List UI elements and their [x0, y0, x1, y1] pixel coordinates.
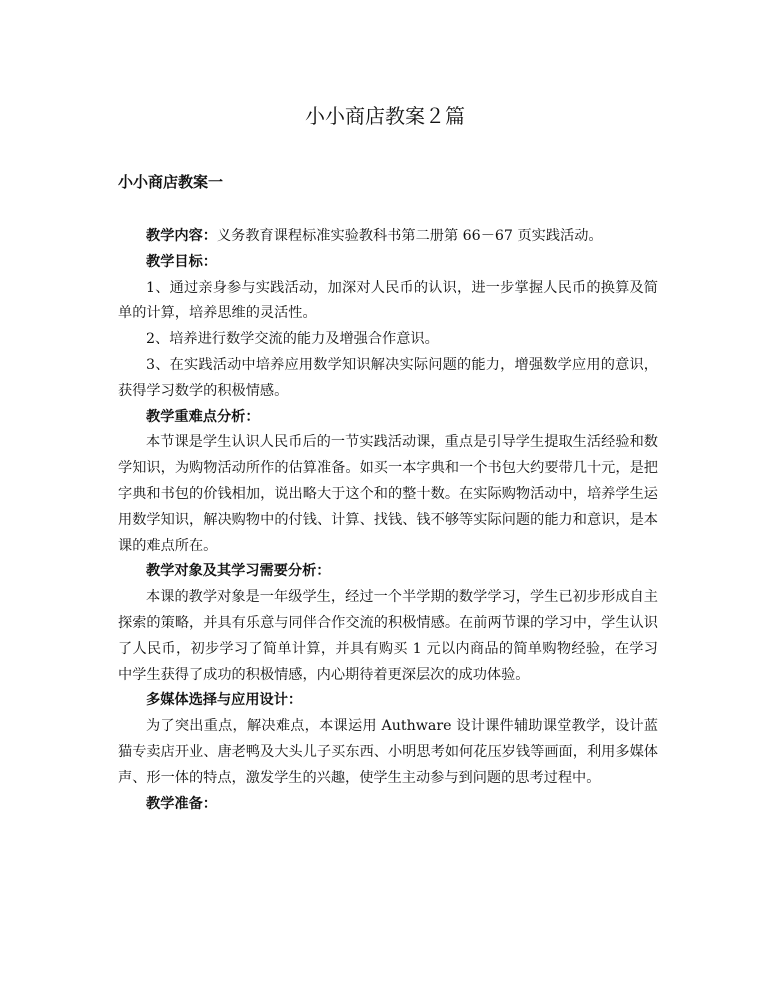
paragraph-teaching-content [118, 224, 658, 250]
heading-learning-needs: 教学对象及其学习需要分析： [146, 563, 331, 580]
paragraph-key-difficult-analysis: 本节课是学生认识人民币后的一节实践活动课，重点是引导学生提取生活经验和数学知识，为购物活动所作的估算准备。如买一本字典和一个书包大约要带几十元，是把字典和书包的价钱相加，说出略大于这个和的整十数。在实际购物活动中，培养学生运用数学知识，解决购物中的付钱、计算、找钱、钱不够等实际问题的能力和意识，是本课的难点所在。 [118, 434, 658, 554]
document-body [118, 224, 658, 817]
heading-multimedia-design: 多媒体选择与应用设计： [146, 692, 303, 709]
document-title: 小小商店教案２篇 [305, 104, 465, 128]
heading-key-difficult-analysis: 教学重难点分析： [146, 408, 260, 425]
section-title: 小小商店教案一 [118, 173, 224, 191]
teaching-content-text: 义务教育课程标准实验教科书第二册第 66－67 页实践活动。 [216, 228, 603, 244]
paragraph-goal-1: 1、通过亲身参与实践活动，加深对人民币的认识，进一步掌握人民币的换算及简单的计算，培养思维的灵活性。 [118, 279, 658, 322]
paragraph-goal-2: 2、培养进行数学交流的能力及增强合作意识。 [146, 331, 439, 348]
heading-teaching-goals: 教学目标： [146, 253, 217, 270]
paragraph-multimedia-design: 为了突出重点，解决难点，本课运用 Authware 设计课件辅助课堂教学，设计蓝猫专卖店开业、唐老鸭及大头儿子买东西、小明思考如何花压岁钱等画面，利用多媒体声、形一体的特点，激发学生的兴趣，使学生主动参与到问题的思考过程中。 [118, 718, 658, 786]
paragraph-learning-needs: 本课的教学对象是一年级学生，经过一个半学期的数学学习，学生已初步形成自主探索的策略，并具有乐意与同伴合作交流的积极情感。在前两节课的学习中，学生认识了人民币，初步学习了简单计算，并具有购买 1 元以内商品的简单购物经验，在学习中学生获得了成功的积极情感，内心期待着更深层次的成功体验。 [118, 589, 658, 683]
paragraph-goal-3: 3、在实践活动中培养应用数学知识解决实际问题的能力，增强数学应用的意识，获得学习数学的积极情感。 [118, 356, 658, 399]
heading-teaching-preparation: 教学准备： [146, 795, 217, 812]
teaching-content-label: 教学内容： [146, 228, 217, 244]
